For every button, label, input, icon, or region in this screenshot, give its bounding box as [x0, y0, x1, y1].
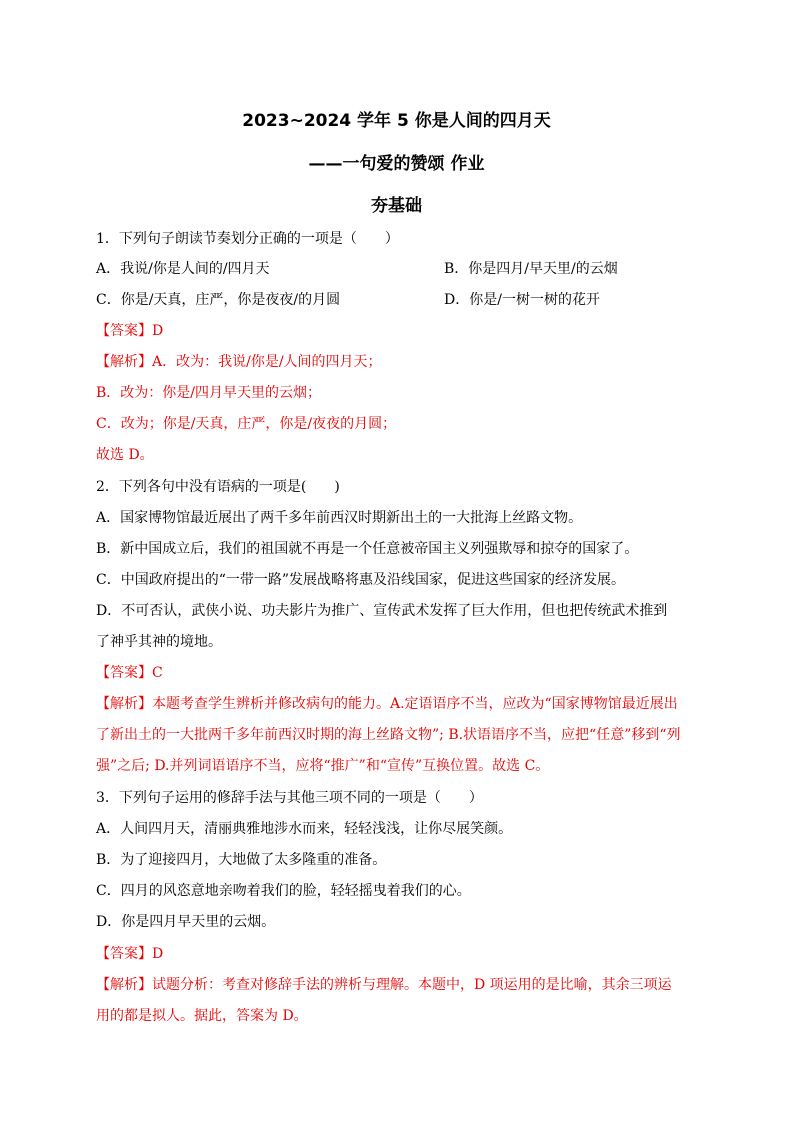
question-3-answer [96, 944, 706, 964]
answer-value: D [152, 946, 164, 962]
question-2-analysis-line-2: 了新出土的一大批两千多年前西汉时期的海上丝路文物”; B.状语语序不当，应把“任意”移到“列 [96, 727, 681, 743]
question-2-analysis-line-3: 强”之后; D.并列词语语序不当，应将“推广”和“宣传”互换位置。故选 C。 [96, 758, 550, 774]
answer-value: D [152, 323, 164, 339]
analysis-tag: 【解析】 [96, 977, 152, 993]
question-1-stem: 1．下列句子朗读节奏划分正确的一项是（ ） [96, 231, 399, 247]
question-2-option-d-line-2: 了神乎其神的境地。 [96, 634, 222, 650]
question-3-option-d: D．你是四月早天里的云烟。 [96, 914, 276, 930]
question-3-analysis-line-1 [96, 975, 706, 995]
question-3-option-c: C．四月的风恣意地亲吻着我们的脸，轻轻摇曳着我们的心。 [96, 883, 471, 899]
question-1-option-d: D．你是/一树一树的花开 [444, 292, 600, 308]
answer-value: C [152, 665, 163, 681]
answer-tag: 【答案】 [96, 665, 152, 681]
question-3-option-a: A．人间四月天，清丽典雅地涉水而来，轻轻浅浅，让你尽展笑颜。 [96, 821, 513, 837]
question-1-analysis-line-2: B．改为：你是/四月早天里的云烟； [96, 385, 322, 401]
question-2-option-b: B．新中国成立后，我们的祖国就不再是一个任意被帝国主义列强欺辱和掠夺的国家了。 [96, 541, 639, 557]
analysis-text: A．改为：我说/你是/人间的四月天； [152, 354, 382, 370]
question-1-option-a: A．我说/你是人间的/四月天 [96, 261, 270, 277]
question-1-analysis-line-4: 故选 D。 [96, 447, 154, 463]
question-2-stem: 2．下列各句中没有语病的一项是( ) [96, 479, 340, 495]
question-3-analysis-line-2: 用的都是拟人。据此，答案为 D。 [96, 1008, 308, 1024]
document-title: 2023~2024 学年 5 你是人间的四月天 [242, 111, 551, 131]
analysis-tag: 【解析】 [96, 696, 152, 712]
question-2-option-d-line-1: D．不可否认，武侠小说、功夫影片为推广、宣传武术发挥了巨大作用，但也把传统武术推到 [96, 603, 668, 619]
question-2-option-a: A．国家博物馆最近展出了两千多年前西汉时期新出土的一大批海上丝路文物。 [96, 510, 583, 526]
question-2-analysis-line-1 [96, 694, 706, 714]
question-3-stem: 3．下列句子运用的修辞手法与其他三项不同的一项是（ ） [96, 790, 483, 806]
question-1-analysis-line-1 [96, 352, 706, 372]
question-1-option-c: C．你是/天真，庄严，你是夜夜/的月圆 [96, 292, 341, 308]
question-2-option-c: C．中国政府提出的“一带一路”发展战略将惠及沿线国家，促进这些国家的经济发展。 [96, 572, 626, 588]
document-subtitle: ——一句爱的赞颂 作业 [308, 154, 485, 174]
answer-tag: 【答案】 [96, 946, 152, 962]
question-2-answer [96, 663, 706, 683]
question-1-answer [96, 321, 706, 341]
analysis-text: 试题分析：考查对修辞手法的辨析与理解。本题中，D 项运用的是比喻，其余三项运 [152, 977, 672, 993]
question-1-options-row-2 [96, 290, 706, 310]
question-1-analysis-line-3: C．改为；你是/天真，庄严，你是/夜夜的月圆； [96, 416, 397, 432]
analysis-tag: 【解析】 [96, 354, 152, 370]
analysis-text: 本题考查学生辨析并修改病句的能力。A.定语语序不当，应改为“国家博物馆最近展出 [152, 696, 678, 712]
question-3-option-b: B．为了迎接四月，大地做了太多隆重的准备。 [96, 852, 387, 868]
question-1-options-row-1 [96, 259, 706, 279]
answer-tag: 【答案】 [96, 323, 152, 339]
question-1-option-b: B．你是四月/早天里/的云烟 [444, 261, 618, 277]
section-heading: 夯基础 [371, 196, 422, 216]
